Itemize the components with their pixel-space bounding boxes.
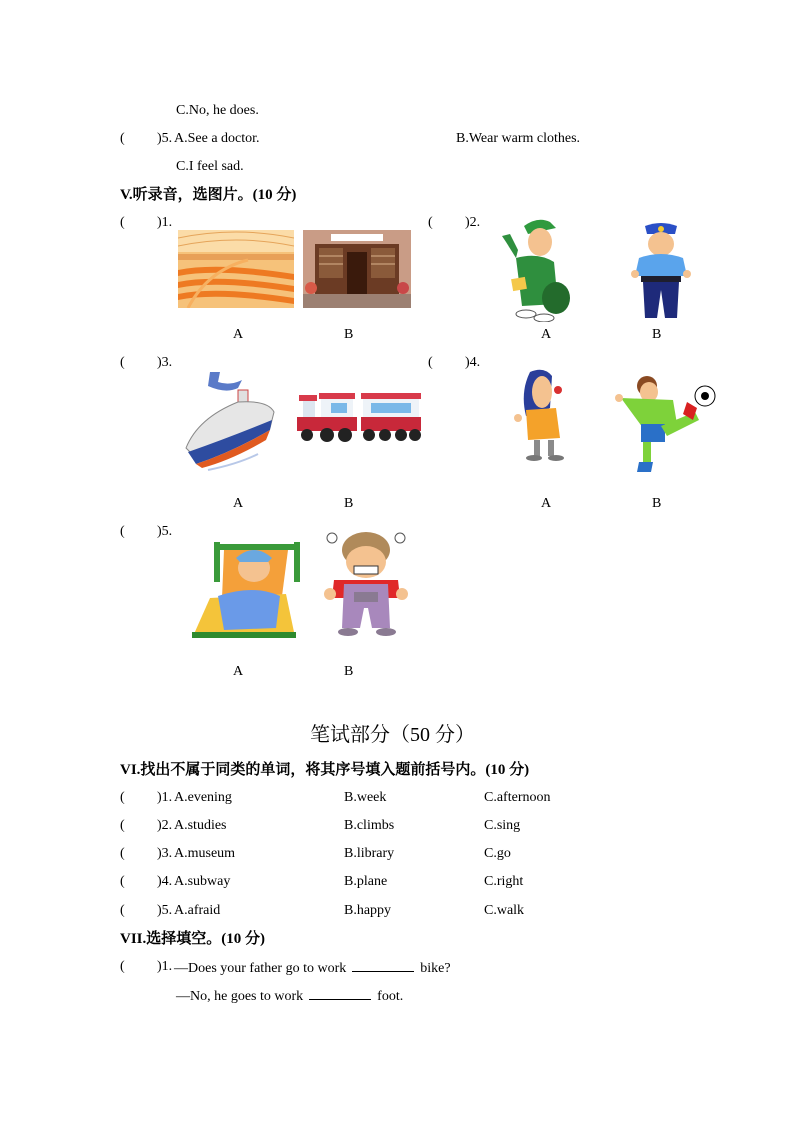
q5-option-c: C.I feel sad. [176, 159, 244, 174]
answer-bracket[interactable]: ( [120, 959, 125, 974]
football-boy-image [613, 372, 717, 476]
question-number: )3. [157, 355, 173, 370]
answer-bracket[interactable]: ( [120, 846, 125, 861]
singing-girl-image [512, 368, 582, 462]
train-image [295, 389, 423, 447]
section-heading: VII.选择填空。(10 分) [120, 931, 265, 947]
answer-bracket[interactable]: ( [120, 355, 125, 370]
question-text: bike? [420, 961, 451, 976]
answer-bracket[interactable]: ( [428, 215, 433, 230]
option-a: A.subway [174, 874, 231, 889]
q5-option-a: A.See a doctor. [174, 131, 260, 146]
policeman-image [627, 220, 693, 322]
option-label-a: A [233, 496, 244, 511]
option-label-b: B [344, 327, 354, 342]
bookstore-image [303, 230, 411, 308]
question-number: )1. [157, 959, 173, 974]
answer-bracket[interactable]: ( [120, 524, 125, 539]
question-number: )5. [157, 524, 173, 539]
option-b: B.climbs [344, 818, 395, 833]
written-part-title: 笔试部分（50 分） [310, 724, 475, 746]
question-number: )2. [465, 215, 481, 230]
q5-option-b: B.Wear warm clothes. [456, 131, 581, 146]
option-label-b: B [344, 496, 354, 511]
question-line-1 [174, 959, 451, 977]
question-number: )3. [157, 846, 173, 861]
answer-text: —No, he goes to work [176, 989, 304, 1004]
sick-boy-image [190, 538, 302, 640]
ship-image [178, 368, 280, 474]
option-label-b: B [652, 327, 662, 342]
question-number: )5. [157, 131, 173, 146]
option-a: A.museum [174, 846, 236, 861]
option-c: C.walk [484, 903, 525, 918]
answer-bracket[interactable]: ( [120, 131, 125, 146]
question-line-2 [176, 987, 403, 1005]
option-label-b: B [344, 664, 354, 679]
option-b: B.plane [344, 874, 388, 889]
answer-bracket[interactable]: ( [120, 790, 125, 805]
answer-bracket[interactable]: ( [120, 818, 125, 833]
question-number: )1. [157, 215, 173, 230]
question-number: )1. [157, 790, 173, 805]
option-a: A.evening [174, 790, 232, 805]
section-heading: VI.找出不属于同类的单词，将其序号填入题前括号内。(10 分) [120, 762, 530, 778]
option-c: C.afternoon [484, 790, 551, 805]
answer-bracket[interactable]: ( [120, 215, 125, 230]
option-a: A.afraid [174, 903, 221, 918]
option-label-a: A [233, 327, 244, 342]
option-label-a: A [541, 327, 552, 342]
option-c: C.sing [484, 818, 521, 833]
question-number: )4. [465, 355, 481, 370]
fill-blank[interactable] [352, 959, 414, 972]
angry-boy-image [324, 528, 408, 636]
option-c: C.go [484, 846, 511, 861]
answer-text: foot. [377, 989, 404, 1004]
answer-bracket[interactable]: ( [120, 874, 125, 889]
section-heading: V.听录音，选图片。(10 分) [120, 187, 297, 203]
q4-option-c: C.No, he does. [176, 103, 259, 118]
answer-bracket[interactable]: ( [428, 355, 433, 370]
answer-bracket[interactable]: ( [120, 903, 125, 918]
option-a: A.studies [174, 818, 227, 833]
question-number: )2. [157, 818, 173, 833]
option-b: B.library [344, 846, 395, 861]
fill-blank[interactable] [309, 987, 371, 1000]
option-b: B.happy [344, 903, 392, 918]
question-text: —Does your father go to work [174, 961, 347, 976]
auditorium-image [178, 230, 294, 308]
option-b: B.week [344, 790, 387, 805]
question-number: )5. [157, 903, 173, 918]
option-label-a: A [541, 496, 552, 511]
question-number: )4. [157, 874, 173, 889]
option-label-b: B [652, 496, 662, 511]
option-c: C.right [484, 874, 524, 889]
option-label-a: A [233, 664, 244, 679]
postman-image [498, 214, 576, 322]
